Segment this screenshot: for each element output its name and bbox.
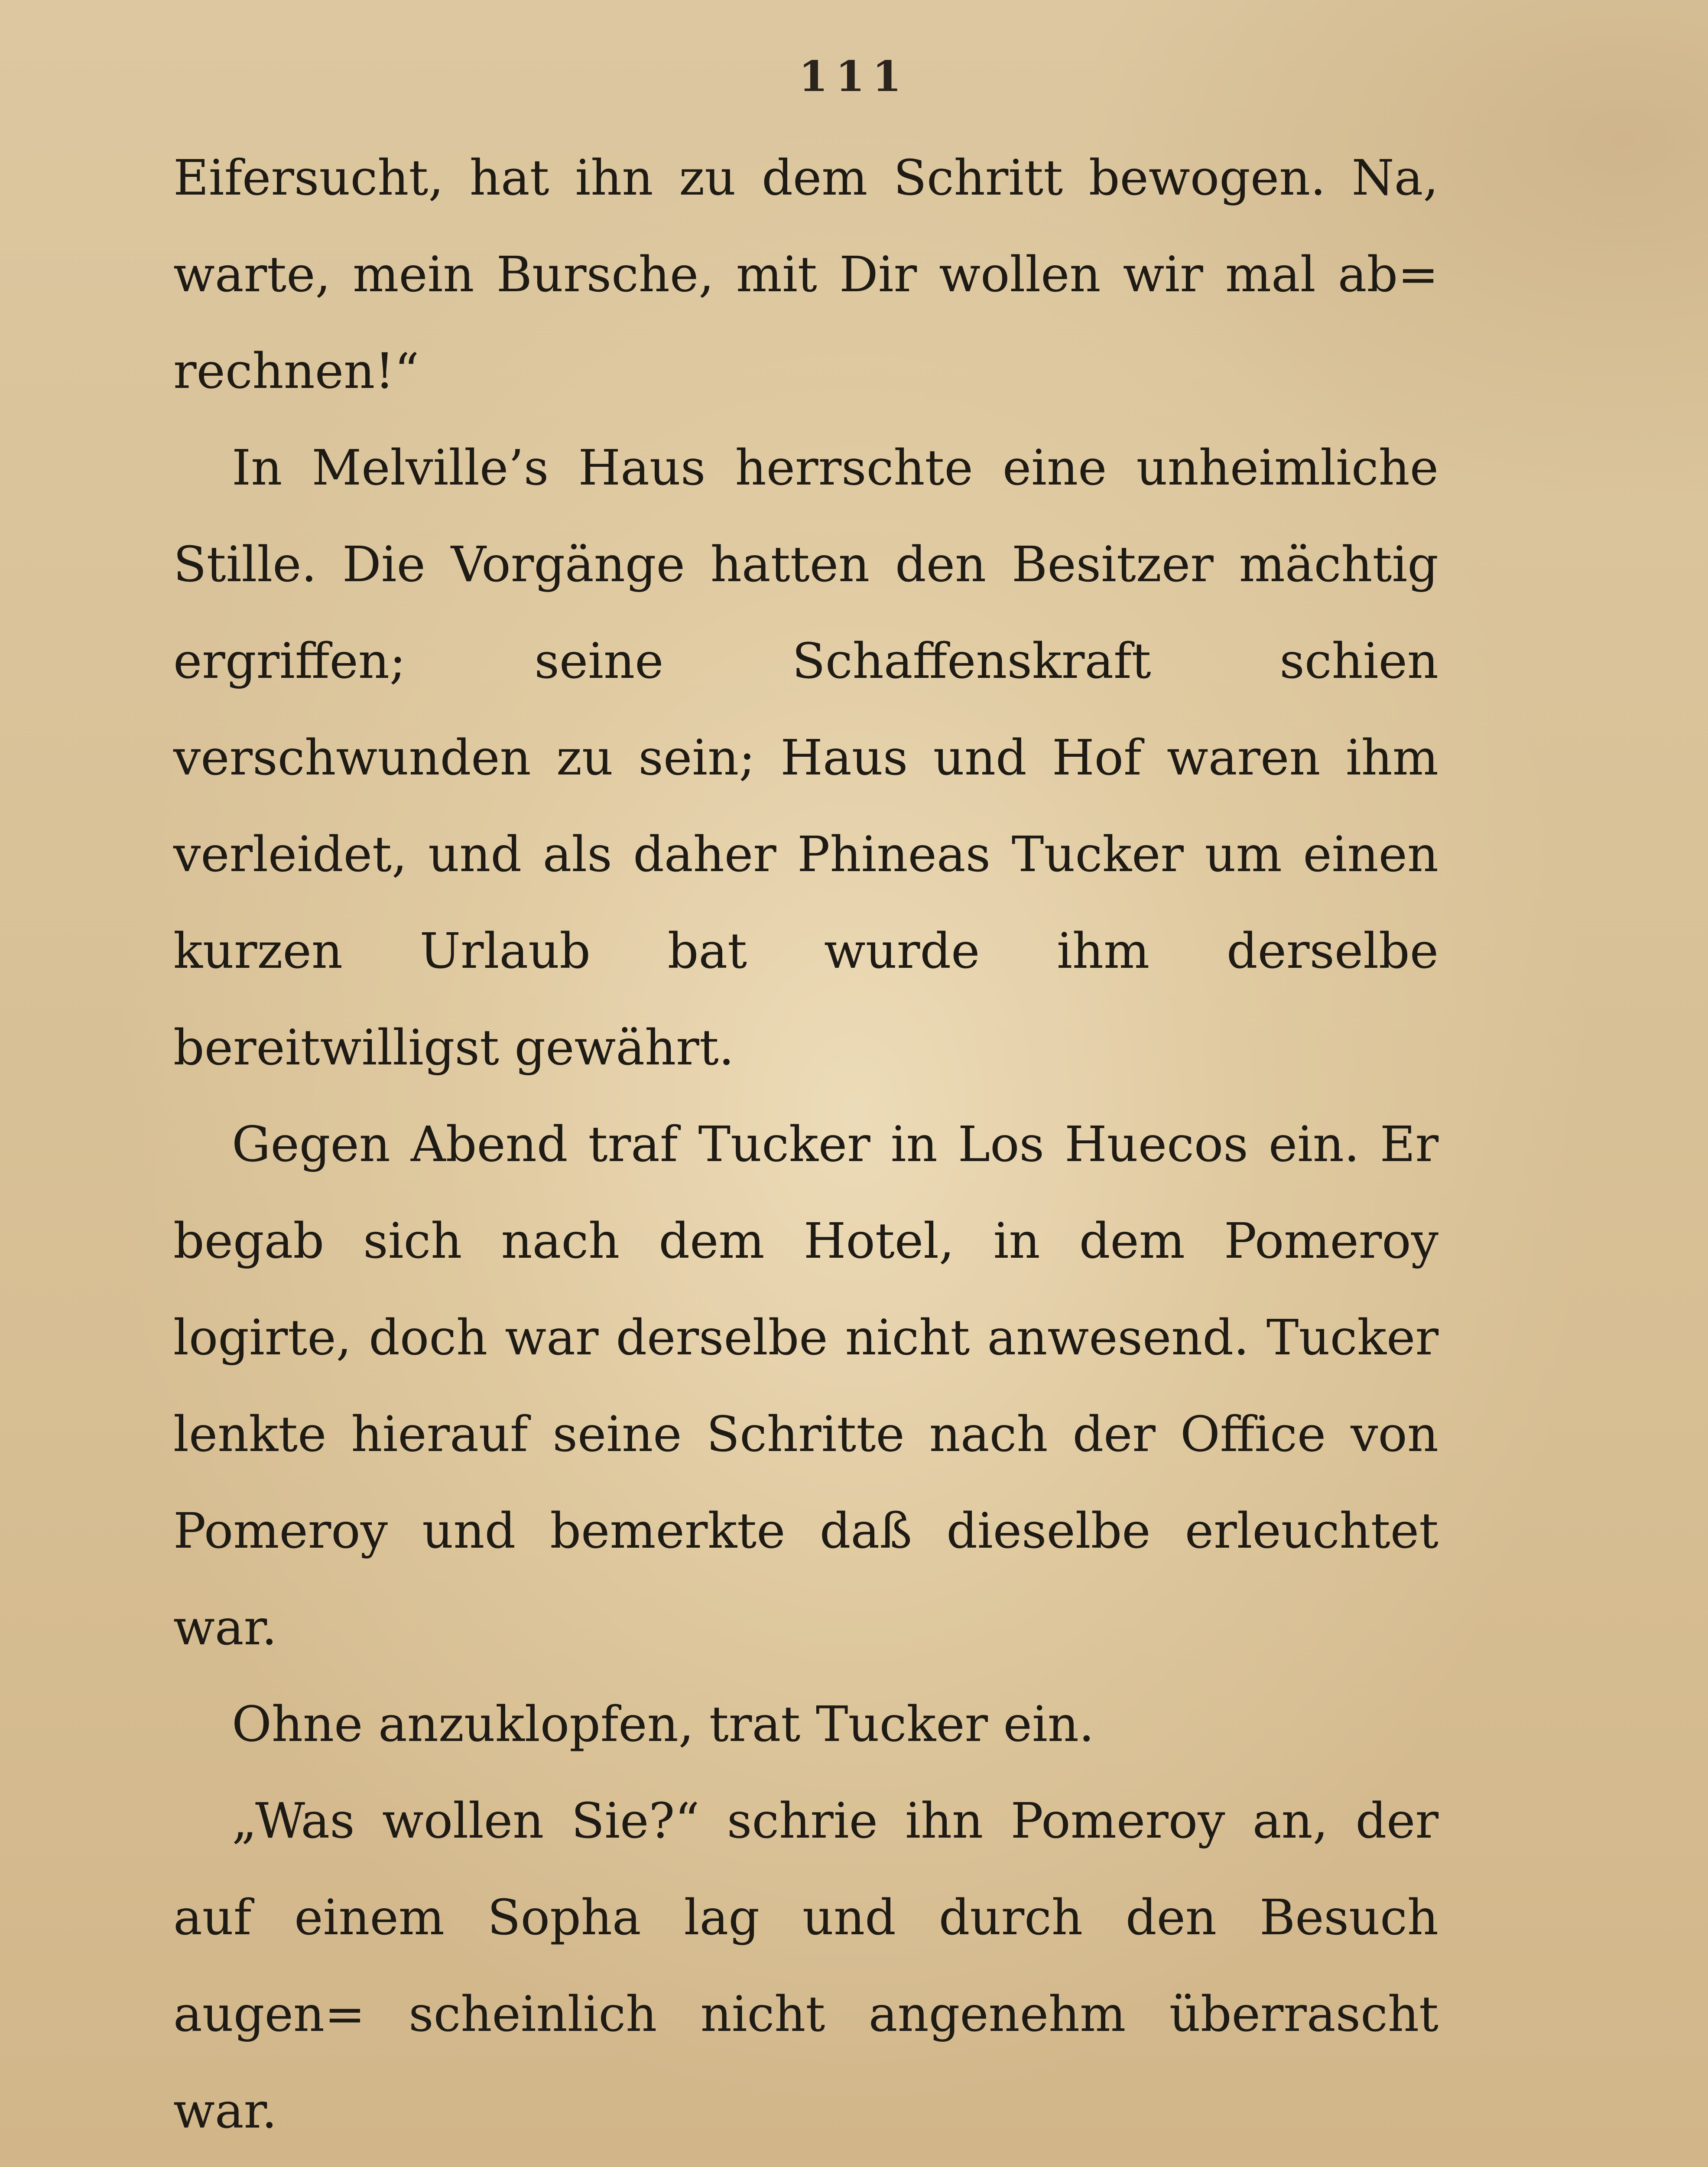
paragraph-2: In Melville’s Haus herrschte eine unheimliche Stille. Die Vorgänge hatten den Besitzer mächtig ergriffen; seine Schaffenskraft schien verschwunden zu sein; Haus und Hof waren ihm verleidet, und als daher Phineas Tucker um einen kurzen Urlaub bat wurde ihm derselbe bereitwilligst gewährt. — [173, 440, 1438, 1076]
paragraph-5: „Was wollen Sie?“ schrie ihn Pomeroy an, der auf einem Sopha lag und durch den Besuch augen= scheinlich nicht angenehm überrascht war. — [173, 1793, 1438, 2139]
paragraph-1: Eifersucht, hat ihn zu dem Schritt bewogen. Na, warte, mein Bursche, mit Dir wollen wir mal ab= rechnen!“ — [173, 150, 1438, 400]
paragraph-4: Ohne anzuklopfen, trat Tucker ein. — [232, 1696, 1094, 1753]
paragraph-6 — [173, 2160, 1438, 2167]
paragraph-3: Gegen Abend traf Tucker in Los Huecos ein. Er begab sich nach dem Hotel, in dem Pomeroy logirte, doch war derselbe nicht anwesend. Tucker lenkte hierauf seine Schritte nach der Office von Pomeroy und bemerkte daß dieselbe erleuchtet war. — [173, 1116, 1438, 1656]
page-number: 111 — [799, 52, 909, 101]
page-text — [173, 130, 1438, 2167]
